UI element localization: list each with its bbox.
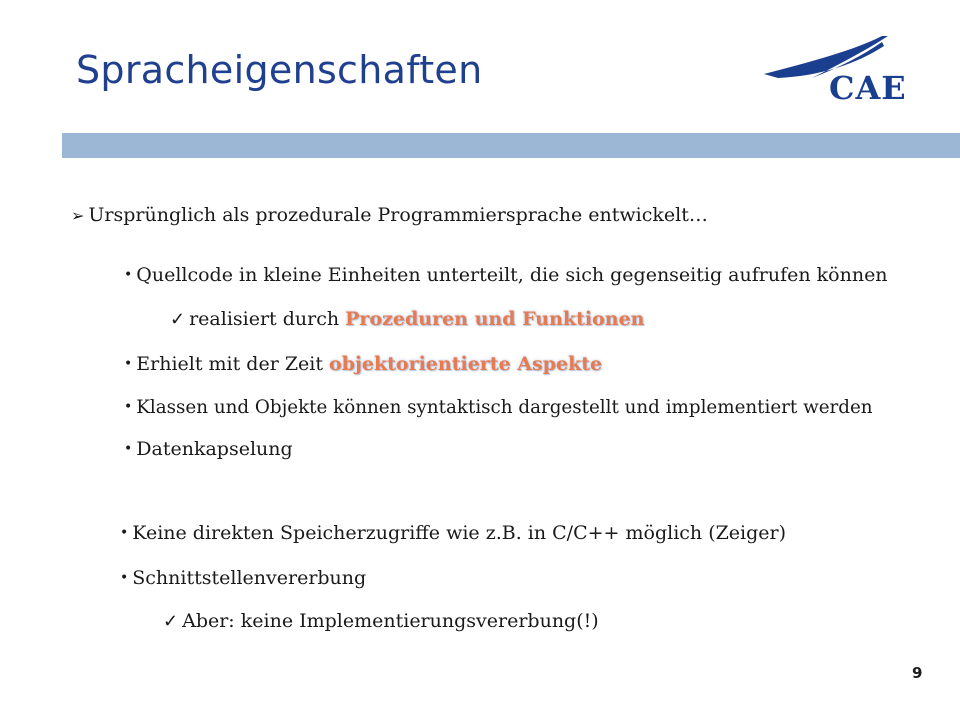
list-item: [124, 396, 873, 419]
bullet-text: Quellcode in kleine Einheiten unterteilt, die sich gegenseitig aufrufen können: [136, 264, 888, 286]
heading-main: [71, 204, 708, 227]
bullet-text: Erhielt mit der Zeit: [136, 353, 330, 375]
list-item: [124, 353, 602, 376]
bullet-dot-icon: •: [124, 441, 133, 457]
checkmark-icon: ✓: [170, 309, 186, 330]
bullet-text: Schnittstellenvererbung: [132, 567, 367, 589]
slide-title: Spracheigenschaften: [76, 48, 483, 92]
sub-item-text: Aber: keine Implementierungsvererbung(!): [182, 610, 599, 632]
sub-list-item: [163, 610, 599, 633]
bullet-dot-icon: •: [120, 525, 129, 541]
sub-list-item: [170, 308, 644, 331]
highlighted-term: Prozeduren und Funktionen: [345, 308, 645, 330]
bullet-dot-icon: •: [124, 356, 133, 372]
cae-logo-text: CAE: [829, 69, 907, 107]
arrow-bullet-icon: ➢: [71, 206, 85, 225]
highlighted-term: objektorientierte Aspekte: [329, 353, 603, 375]
bullet-dot-icon: •: [124, 399, 133, 415]
list-item: [120, 522, 786, 545]
list-item: [120, 567, 366, 590]
bullet-dot-icon: •: [124, 267, 133, 283]
sub-item-text: realisiert durch: [189, 308, 346, 330]
checkmark-icon: ✓: [163, 611, 179, 632]
bullet-text: Datenkapselung: [136, 438, 293, 460]
title-underline-bar: [62, 133, 960, 158]
heading-main-text: Ursprünglich als prozedurale Programmiersprache entwickelt…: [88, 204, 708, 226]
page-number: 9: [912, 664, 923, 682]
bullet-text: Keine direkten Speicherzugriffe wie z.B. in C/C++ möglich (Zeiger): [132, 522, 787, 544]
list-item: [124, 264, 888, 287]
list-item: [124, 438, 293, 461]
bullet-dot-icon: •: [120, 570, 129, 586]
bullet-text: Klassen und Objekte können syntaktisch dargestellt und implementiert werden: [136, 397, 873, 418]
